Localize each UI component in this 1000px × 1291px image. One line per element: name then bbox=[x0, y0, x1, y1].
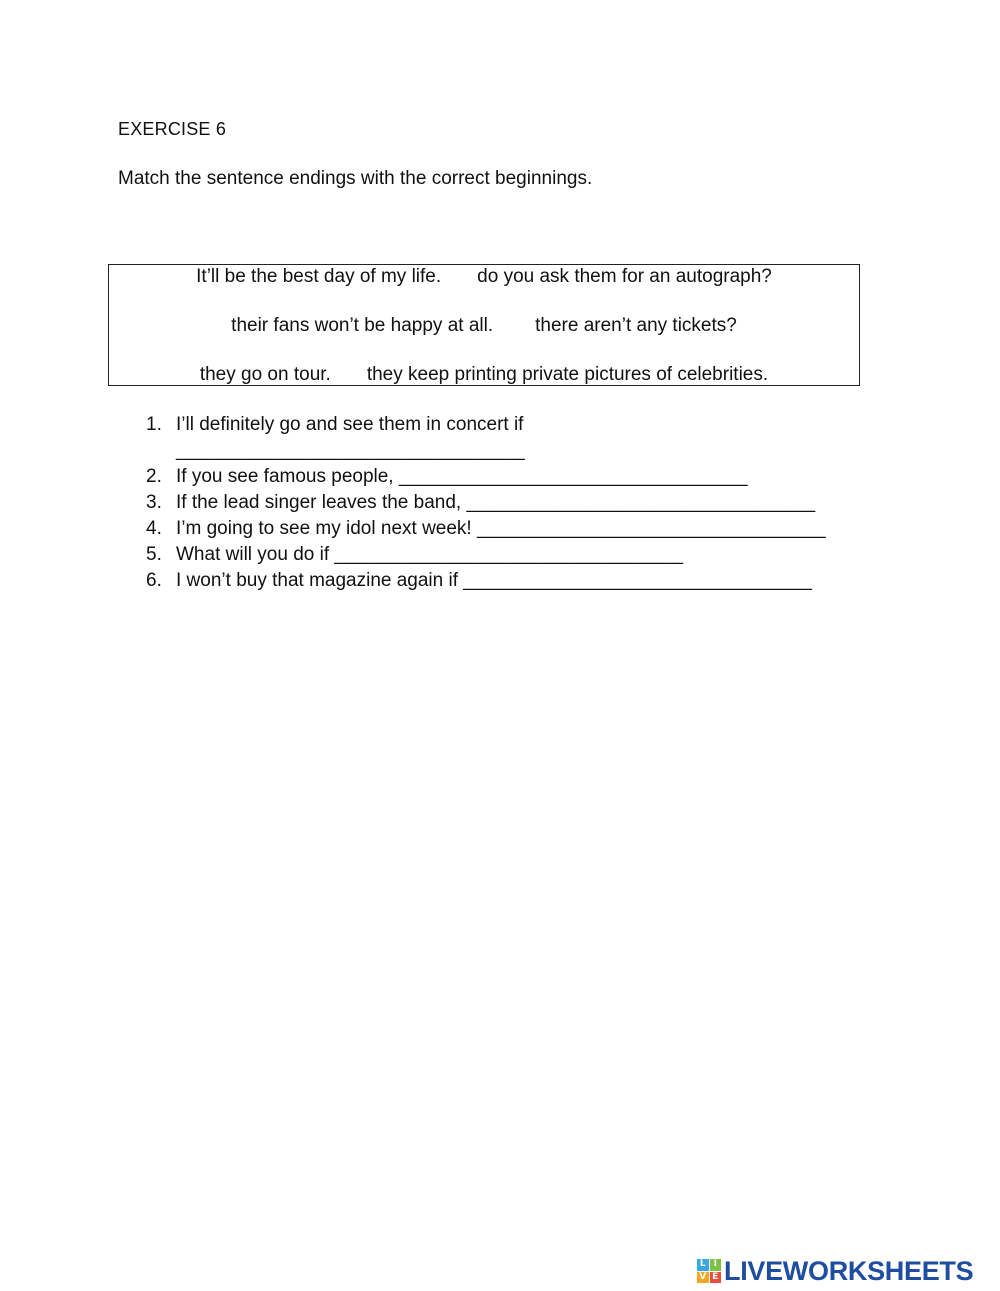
question-item bbox=[146, 412, 866, 464]
logo-tile: L bbox=[697, 1259, 709, 1271]
word-box bbox=[108, 264, 860, 386]
question-number: 4. bbox=[146, 518, 162, 539]
question-text: If the lead singer leaves the band, _________________________________ bbox=[176, 492, 816, 513]
question-item bbox=[146, 490, 866, 516]
logo-text: LIVEWORKSHEETS bbox=[724, 1255, 974, 1286]
instruction-text: Match the sentence endings with the correct beginnings. bbox=[118, 168, 593, 189]
question-number: 5. bbox=[146, 544, 162, 565]
question-list bbox=[146, 412, 866, 594]
question-number: 1. bbox=[146, 414, 162, 435]
word-box-phrase: their fans won’t be happy at all. bbox=[231, 315, 494, 336]
question-item bbox=[146, 516, 866, 542]
question-item bbox=[146, 542, 866, 568]
word-box-phrase: they keep printing private pictures of celebrities. bbox=[366, 364, 769, 385]
question-text: I won’t buy that magazine again if _________________________________ bbox=[176, 570, 812, 591]
question-number: 3. bbox=[146, 492, 162, 513]
question-item bbox=[146, 464, 866, 490]
question-item bbox=[146, 568, 866, 594]
logo-tile: I bbox=[710, 1259, 722, 1271]
word-box-phrase: It’ll be the best day of my life. bbox=[196, 266, 442, 287]
question-text: If you see famous people, _________________________________ bbox=[176, 466, 748, 487]
question-text: I’m going to see my idol next week! _________________________________ bbox=[176, 518, 826, 539]
word-box-row bbox=[109, 266, 859, 288]
word-box-phrase: they go on tour. bbox=[199, 364, 331, 385]
liveworksheets-logo bbox=[697, 1256, 973, 1286]
question-number: 6. bbox=[146, 570, 162, 591]
word-box-row bbox=[109, 315, 859, 337]
word-box-phrase: there aren’t any tickets? bbox=[535, 315, 737, 336]
word-box-row bbox=[109, 364, 859, 386]
exercise-title: EXERCISE 6 bbox=[118, 119, 227, 139]
word-box-phrase: do you ask them for an autograph? bbox=[477, 266, 772, 287]
question-number: 2. bbox=[146, 466, 162, 487]
logo-tile: E bbox=[710, 1272, 722, 1284]
logo-tile: V bbox=[697, 1272, 709, 1284]
question-text: What will you do if _________________________________ bbox=[176, 544, 684, 565]
question-text: I’ll definitely go and see them in concert if bbox=[176, 414, 524, 435]
answer-blank[interactable]: _________________________________ bbox=[176, 440, 525, 461]
logo-tiles-icon bbox=[697, 1259, 721, 1283]
